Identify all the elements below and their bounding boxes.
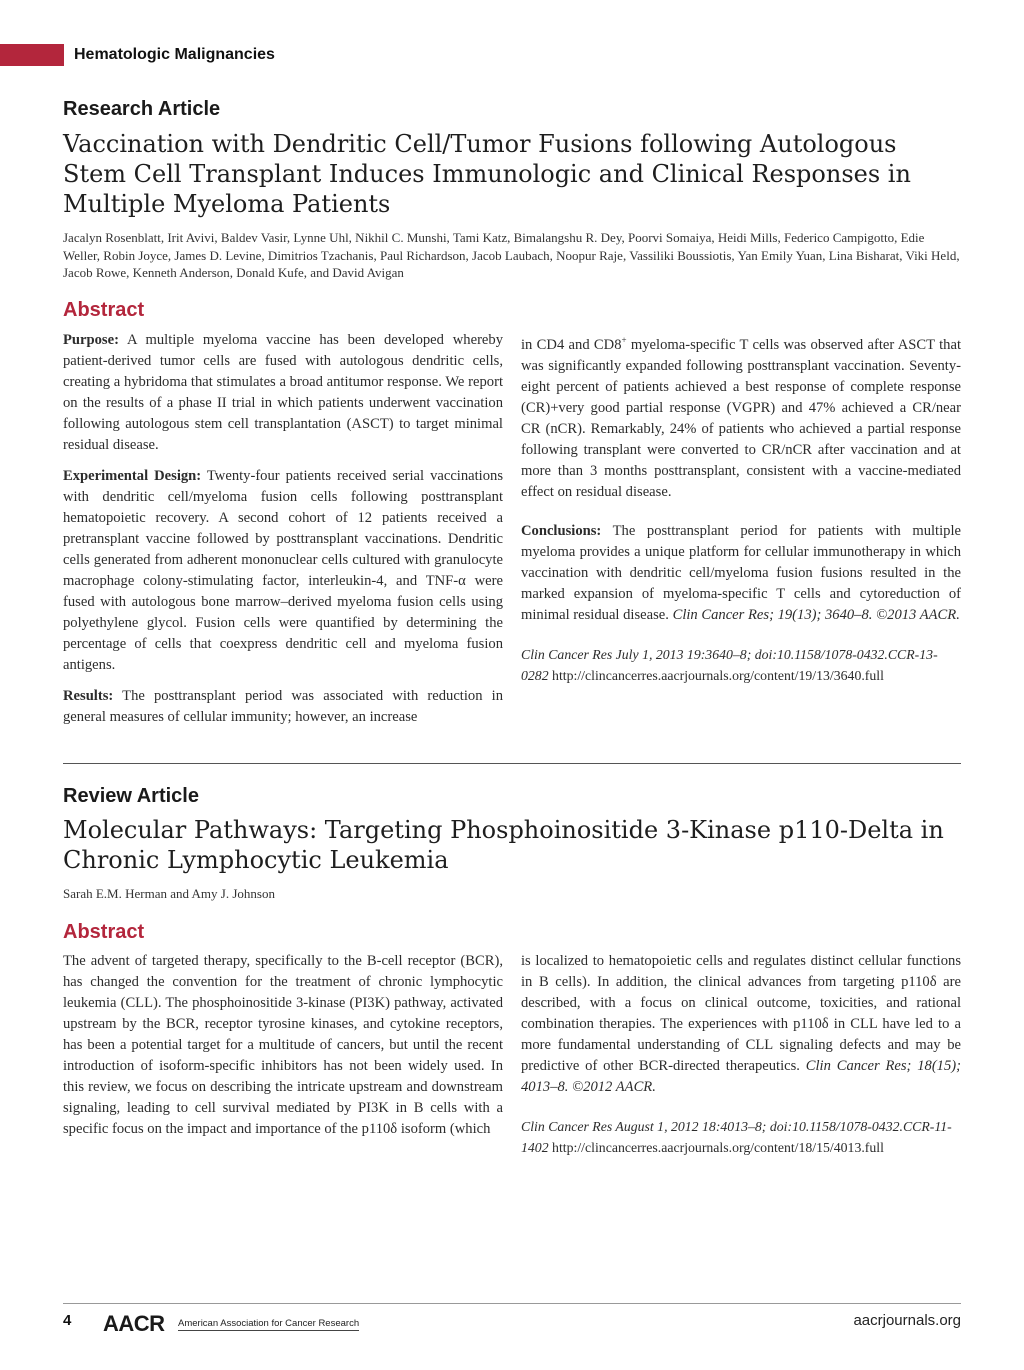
article2-text-b: is localized to hematopoietic cells and regulates distinct cellular functions in B cells). In addition, the clinical advances from targeting p110δ are described, with a focus on clinical outcome, toxicities, and rational combination therapies. The experiences with p110δ in CLL have led to a more fundamental understanding of CLL signaling defects and may be predictive of other BCR-directed therapeutics.: [521, 953, 961, 1074]
conclusions-citation: Clin Cancer Res; 19(13); 3640–8. ©2013 AACR.: [672, 606, 960, 623]
article2-paragraph: [521, 951, 961, 1098]
results-text-a: The posttransplant period was associated with reduction in general measures of cellular immunity; however, an increase: [63, 688, 503, 725]
results-continued-paragraph: [521, 330, 961, 503]
section-label: Hematologic Malignancies: [74, 46, 275, 63]
article2-citation-journal: Clin Cancer Res August 1, 2012 18:4013–8; doi:10.1158/1078-0432.CCR-11-1402: [521, 1119, 952, 1155]
article2-text-a: The advent of targeted therapy, specifically to the B-cell receptor (BCR), has changed the convention for the treatment of chronic lymphocytic leukemia (CLL). The phosphoinositide 3-kinase (PI3K) pathway, activated upstream by the BCR, receptor tyrosine kinases, and cytokine receptors, has been a potential target for a multitude of cancers, but until the recent introduction of isoform-specific inhibitors has not been widely used. In this review, we focus on describing the intricate upstream and downstream signaling, leading to cell survival mediated by PI3K in B cells with a specific focus on the impact and importance of the p110δ isoform (which: [63, 953, 503, 1137]
article1-type: Research Article: [63, 98, 221, 120]
section-color-bar: [0, 44, 64, 66]
conclusions-text: The posttransplant period for patients with multiple myeloma provides a unique platform for cellular immunotherapy in which vaccination with dendritic cell/myeloma fusion fusions resulted in the marked expansion of myeloma-specific T cells and cytoreduction of minimal residual disease.: [521, 522, 961, 623]
results-text-b2: myeloma-specific T cells was observed after ASCT that was significantly expanded following posttransplant vaccination. Seventy-eight percent of patients achieved a best response of complete response (CR)+very good partial response (VGPR) and 47% achieved a CR/near CR (nCR). Remarkably, 24% of patients who achieved a partial response following transplant were converted to CR/nCR after vaccination and at more than 3 months posttransplant, consistent with a vaccine-mediated effect on residual disease.: [521, 336, 961, 500]
aacr-logo: AACR: [103, 1311, 165, 1336]
article1-authors: Jacalyn Rosenblatt, Irit Avivi, Baldev Vasir, Lynne Uhl, Nikhil C. Munshi, Tami Katz, Bimalangshu R. Dey, Poorvi Somaiya, Heidi Mills, Federico Campigotto, Edie Weller, Robin Joyce, James D. Levine, Dimitrios Tzachanis, Paul Richardson, Jacob Laubach, Noopur Raje, Vassiliki Boussiotis, Yan Emily Yuan, Lina Bisharat, Viki Held, Jacob Rowe, Kenneth Anderson, Donald Kufe, and David Avigan: [63, 230, 960, 280]
results-label: Results:: [63, 688, 114, 704]
article1-abstract-left-column: [63, 330, 503, 738]
article1-citation: [521, 644, 961, 686]
design-label: Experimental Design:: [63, 468, 202, 484]
design-text: Twenty-four patients received serial vaccinations with dendritic cell/myeloma fusion cells following posttransplant hematopoietic recovery. A second cohort of 12 patients received a pretransplant vaccine followed by posttransplant vaccinations. Dendritic cells generated from adherent mononuclear cells cultured with granulocyte macrophage colony-stimulating factor, interleukin-4, and TNF-α were fused with autologous bone marrow–derived myeloma fusion cells using polyethylene glycol. Fusion cells were quantified by determining the percentage of cells that coexpress dendritic cell and myeloma fusion antigens.: [63, 468, 504, 673]
article1-abstract-heading: Abstract: [63, 299, 145, 321]
aacr-org-name: American Association for Cancer Research: [178, 1318, 360, 1329]
article2-title: Molecular Pathways: Targeting Phosphoinositide 3-Kinase p110-Delta in Chronic Lymphocytic Leukemia: [63, 816, 944, 874]
article2-type: Review Article: [63, 785, 199, 807]
conclusions-paragraph: [521, 521, 961, 626]
article-divider: [63, 763, 961, 764]
article2-abstract-left-column: [63, 951, 503, 1150]
article1-citation-journal: Clin Cancer Res July 1, 2013 19:3640–8; doi:10.1158/1078-0432.CCR-13-0282: [521, 646, 938, 683]
article1-title: Vaccination with Dendritic Cell/Tumor Fusions following Autologous Stem Cell Transplant Induces Immunologic and Clinical Responses in Multiple Myeloma Patients: [63, 130, 911, 218]
page-number: 4: [63, 1312, 72, 1329]
results-text-b1: in CD4 and CD8: [521, 336, 622, 353]
footer-url[interactable]: aacrjournals.org: [853, 1312, 961, 1329]
article2-authors: Sarah E.M. Herman and Amy J. Johnson: [63, 886, 275, 901]
article1-abstract-right-column: [521, 330, 961, 696]
article2-text-citation: Clin Cancer Res; 18(15); 4013–8. ©2012 AACR.: [521, 1058, 961, 1095]
article2-citation: [521, 1116, 961, 1158]
purpose-text: A multiple myeloma vaccine has been developed whereby patient-derived tumor cells are fused with autologous dendritic cells, creating a hybridoma that stimulates a broad antitumor response. We report on the results of a phase II trial in which patients underwent vaccination following autologous stem cell transplantation (ASCT) to target minimal residual disease.: [63, 332, 504, 453]
article1-citation-url[interactable]: http://clincancerres.aacrjournals.org/content/19/13/3640.full: [552, 667, 884, 683]
article2-abstract-right-column: [521, 951, 961, 1168]
purpose-paragraph: [63, 330, 503, 456]
article2-citation-url[interactable]: http://clincancerres.aacrjournals.org/content/18/15/4013.full: [552, 1140, 884, 1155]
results-paragraph: [63, 686, 503, 728]
footer-rule: [63, 1303, 961, 1304]
article2-abstract-heading: Abstract: [63, 921, 145, 943]
purpose-label: Purpose:: [63, 332, 119, 348]
conclusions-label: Conclusions:: [521, 522, 602, 539]
results-superscript: +: [621, 335, 627, 345]
design-paragraph: [63, 466, 503, 676]
